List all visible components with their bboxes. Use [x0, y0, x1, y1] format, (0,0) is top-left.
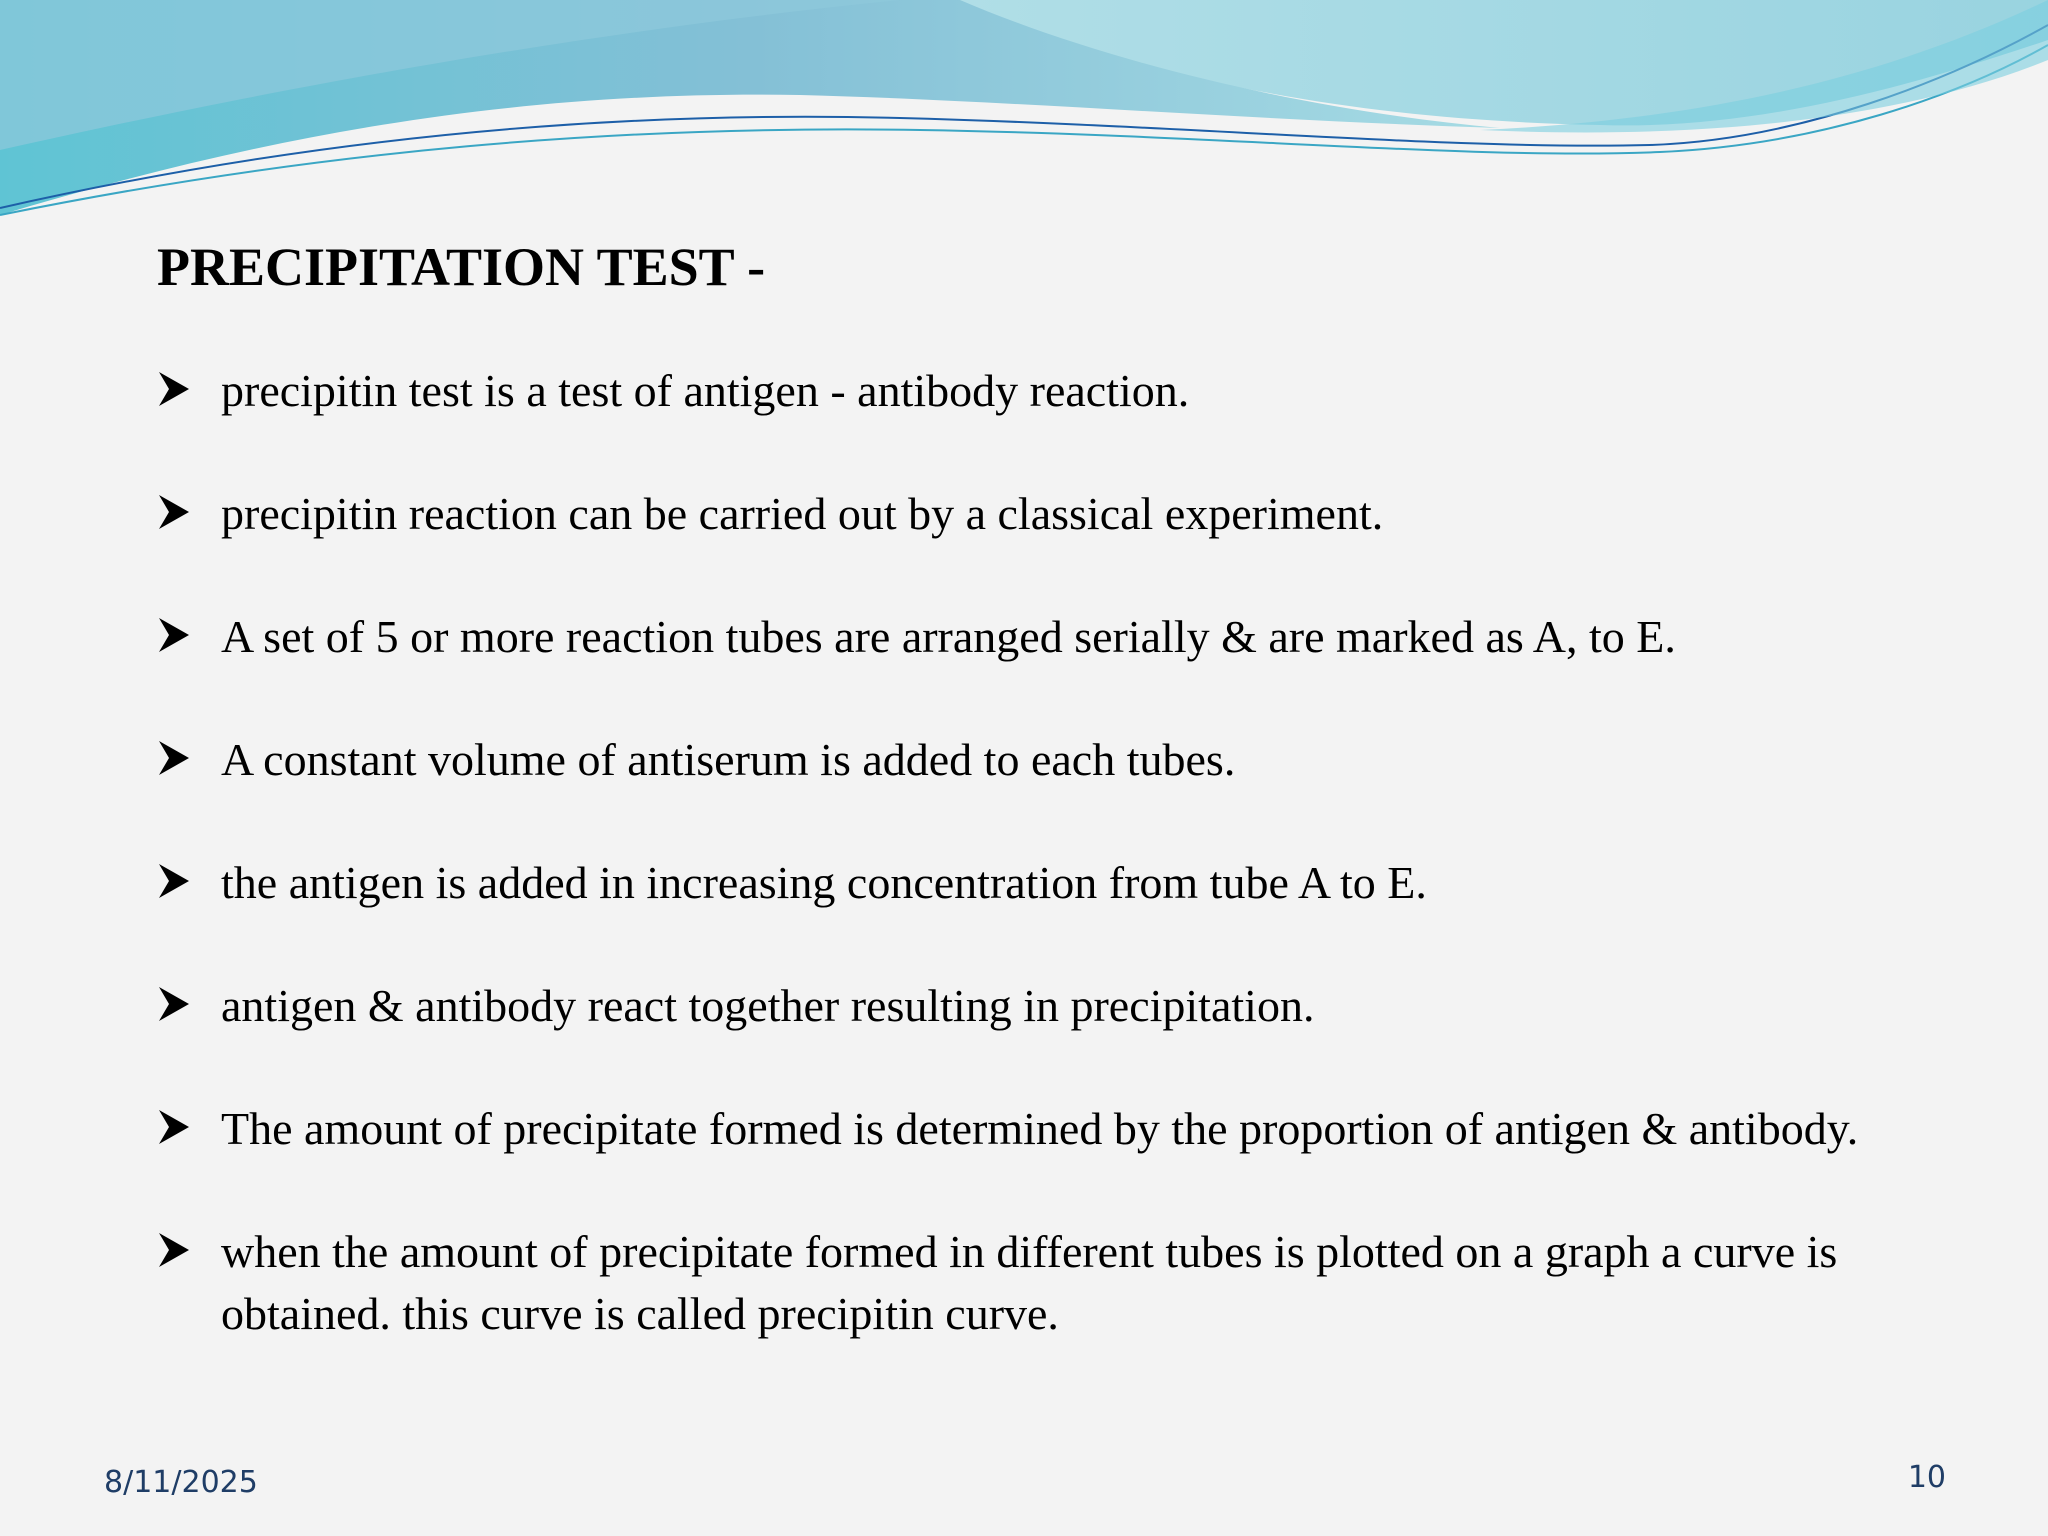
bullet-item [157, 1098, 1957, 1160]
bullet-text: precipitin test is a test of antigen - antibody reaction. [221, 365, 1190, 416]
bullet-item [157, 729, 1957, 791]
bullet-item [157, 1221, 1957, 1345]
bullet-item [157, 483, 1957, 545]
bullet-item [157, 360, 1957, 422]
arrowhead-bullet-icon [157, 739, 191, 777]
slide-number: 10 [1907, 1460, 1946, 1495]
arrowhead-bullet-icon [157, 493, 191, 531]
arrowhead-bullet-icon [157, 370, 191, 408]
bullet-text: A set of 5 or more reaction tubes are arranged serially & are marked as A, to E. [221, 611, 1676, 662]
bullet-text: A constant volume of antiserum is added to each tubes. [221, 734, 1236, 785]
bullet-text: when the amount of precipitate formed in different tubes is plotted on a graph a curve is obtained. this curve is called precipitin curve. [221, 1226, 1838, 1339]
slide-title: PRECIPITATION TEST - [157, 237, 766, 297]
bullet-item [157, 606, 1957, 668]
arrowhead-bullet-icon [157, 616, 191, 654]
bullet-text: The amount of precipitate formed is determined by the proportion of antigen & antibody. [221, 1103, 1859, 1154]
bullet-text: the antigen is added in increasing concentration from tube A to E. [221, 857, 1427, 908]
header-wave-decoration [0, 0, 2048, 240]
bullet-item [157, 852, 1957, 914]
bullet-text: precipitin reaction can be carried out by a classical experiment. [221, 488, 1384, 539]
bullet-text: antigen & antibody react together resulting in precipitation. [221, 980, 1315, 1031]
arrowhead-bullet-icon [157, 1108, 191, 1146]
bullet-list [157, 360, 1957, 1406]
footer-date: 8/11/2025 [104, 1465, 258, 1500]
arrowhead-bullet-icon [157, 862, 191, 900]
bullet-item [157, 975, 1957, 1037]
arrowhead-bullet-icon [157, 985, 191, 1023]
arrowhead-bullet-icon [157, 1231, 191, 1269]
